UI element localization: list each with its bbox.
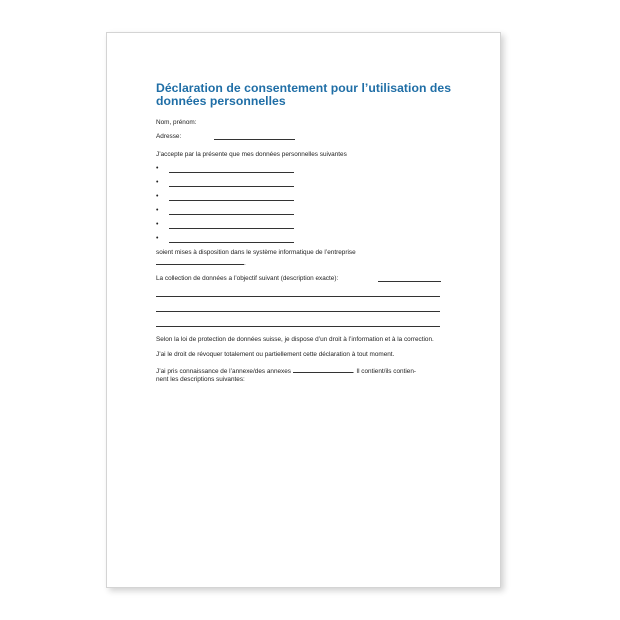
description-line-1[interactable] — [156, 283, 440, 297]
address-field[interactable] — [214, 133, 295, 140]
list-item — [156, 221, 456, 235]
company-row-end: . — [244, 260, 246, 267]
description-line-3[interactable] — [156, 312, 440, 327]
document-content — [156, 82, 456, 384]
bullet-icon: • — [156, 207, 159, 214]
name-row — [156, 119, 456, 127]
description-line-2[interactable] — [156, 297, 440, 312]
list-item-field[interactable] — [169, 200, 294, 201]
list-item — [156, 165, 456, 179]
revoke-text: J’ai le droit de révoquer totalement ou partiellement cette déclaration à tout moment. — [156, 351, 395, 358]
list-item — [156, 235, 456, 249]
available-text: soient mises à disposition dans le système informatique de l’entreprise — [156, 249, 356, 256]
accept-text: J’accepte par la présente que mes données personnelles suivantes — [156, 151, 347, 158]
annex-text-start: J’ai pris connaissance de l’annexe/des annexes — [156, 368, 291, 375]
bullet-icon: • — [156, 193, 159, 200]
list-item — [156, 207, 456, 221]
bullet-icon: • — [156, 235, 159, 242]
annex-text-middle: . Il contient/ils contien- — [352, 368, 417, 375]
collection-row — [156, 275, 456, 283]
bullet-icon: • — [156, 165, 159, 172]
list-item-field[interactable] — [169, 172, 294, 173]
address-label: Adresse: — [156, 133, 182, 140]
list-item — [156, 193, 456, 207]
annex-text-end: nent les descriptions suivantes: — [156, 376, 245, 383]
list-item — [156, 179, 456, 193]
company-row — [156, 258, 456, 266]
company-field[interactable] — [156, 258, 244, 265]
collection-text: La collection de données a l’objectif suivant (description exacte): — [156, 275, 339, 282]
list-item-field[interactable] — [169, 242, 294, 243]
personal-data-list — [156, 165, 456, 249]
document-page — [106, 32, 501, 588]
bullet-icon: • — [156, 179, 159, 186]
name-label: Nom, prénom: — [156, 119, 197, 126]
bullet-icon: • — [156, 221, 159, 228]
annex-field[interactable] — [293, 366, 353, 373]
address-row — [156, 133, 456, 141]
list-item-field[interactable] — [169, 228, 294, 229]
document-title: Déclaration de consentement pour l’utilisation des données personnelles — [156, 81, 452, 108]
collection-field[interactable] — [378, 275, 441, 282]
list-item-field[interactable] — [169, 214, 294, 215]
law-text: Selon la loi de protection de données suisse, je dispose d’un droit à l’information et à la correction. — [156, 336, 434, 343]
list-item-field[interactable] — [169, 186, 294, 187]
annex-text — [156, 366, 456, 384]
